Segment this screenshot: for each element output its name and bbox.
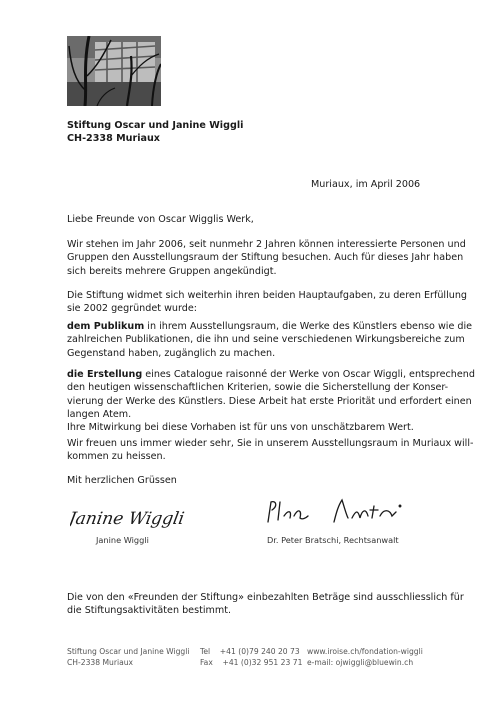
signature-script: Janine Wiggli — [70, 509, 186, 529]
footer-tel — [200, 646, 302, 657]
text-line: Die Stiftung widmet sich weiterhin ihren beiden Hauptaufgaben, zu deren Erfüllung — [67, 290, 468, 301]
bold-term: dem Publikum — [67, 321, 145, 332]
footer-fax — [200, 657, 302, 668]
text-line: sich bereits mehrere Gruppen angekündigt. — [67, 265, 277, 277]
footer-email-link[interactable]: e-mail: ojwiggli@bluewin.ch — [307, 658, 414, 667]
text-line: Wir stehen im Jahr 2006, seit nunmehr 2 Jahren können interessierte Personen und — [67, 239, 466, 250]
footer-contact — [307, 646, 423, 668]
text-span: in ihrem Ausstellungsraum, die Werke des Künstlers ebenso wie die — [144, 321, 473, 332]
paragraph-intro — [67, 238, 466, 278]
text-line: kommen zu heissen. — [67, 451, 166, 463]
letterhead-name: Stiftung Oscar und Janine Wiggli — [67, 120, 244, 131]
note-contributions — [67, 591, 464, 618]
signatory-right-name: Dr. Peter Bratschi, Rechtsanwalt — [267, 535, 399, 545]
building-photo-icon — [67, 36, 161, 106]
footer-org-city: CH-2338 Muriaux — [67, 658, 134, 667]
text-line: die Stiftungsaktivitäten bestimmt. — [67, 605, 232, 617]
text-line: Die von den «Freunden der Stiftung» einbezahlten Beträge sind ausschliesslich für — [67, 592, 464, 603]
footer-org-name: Stiftung Oscar und Janine Wiggli — [67, 647, 190, 656]
text-line — [67, 320, 473, 333]
text-line: Wir freuen uns immer wieder sehr, Sie in unserem Ausstellungsraum in Muriaux will- — [67, 438, 474, 449]
letterhead-city: CH-2338 Muriaux — [67, 132, 160, 144]
paragraph-publikum — [67, 320, 473, 360]
footer-tel-label: Tel — [200, 647, 211, 656]
text-line: Gruppen den Ausstellungsraum der Stiftung besuchen. Auch für dieses Jahr haben — [67, 252, 464, 264]
letterhead-address — [67, 120, 243, 145]
footer-phone — [200, 646, 302, 668]
letterhead-photo — [67, 36, 161, 106]
handwritten-signature-icon — [70, 502, 210, 532]
bold-term: die Erstellung — [67, 369, 143, 380]
handwritten-signature-icon — [262, 496, 417, 528]
footer-fax-label: Fax — [200, 658, 213, 667]
text-span: eines Catalogue raisonné der Werke von Oscar Wiggli, entsprechend — [142, 369, 475, 380]
signature-peter-bratschi — [262, 496, 417, 528]
text-line: zahlreichen Publikationen, die ihn und seine verschiedenen Wirkungsbereiche zum — [67, 334, 465, 346]
footer-tel-number: +41 (0)79 240 20 73 — [219, 647, 300, 656]
text-line: Gegenstand haben, zugänglich zu machen. — [67, 347, 276, 359]
text-line: sie 2002 gegründet wurde: — [67, 303, 197, 315]
signature-janine-wiggli — [70, 502, 210, 532]
text-line: Ihre Mitwirkung bei diese Vorhaben ist für uns von unschätzbarem Wert. — [67, 422, 414, 434]
paragraph-erstellung — [67, 368, 475, 434]
salutation: Liebe Freunde von Oscar Wigglis Werk, — [67, 214, 254, 225]
text-line — [67, 368, 475, 381]
footer-fax-number: +41 (0)32 951 23 71 — [222, 658, 303, 667]
paragraph-welcome — [67, 437, 474, 464]
footer-website-link[interactable]: www.iroise.ch/fondation-wiggli — [307, 647, 423, 656]
footer-org — [67, 646, 189, 668]
text-line: vierung der Werke des Künstlers. Diese Arbeit hat erste Priorität und erfordert einen — [67, 395, 472, 407]
text-line: den heutigen wissenschaftlichen Kriterien, sowie die Sicherstellung der Konser- — [67, 382, 449, 394]
text-line: langen Atem. — [67, 408, 132, 420]
letter-date: Muriaux, im April 2006 — [311, 179, 421, 190]
paragraph-tasks — [67, 289, 468, 316]
signatory-left-name: Janine Wiggli — [96, 535, 149, 545]
closing: Mit herzlichen Grüssen — [67, 475, 177, 486]
